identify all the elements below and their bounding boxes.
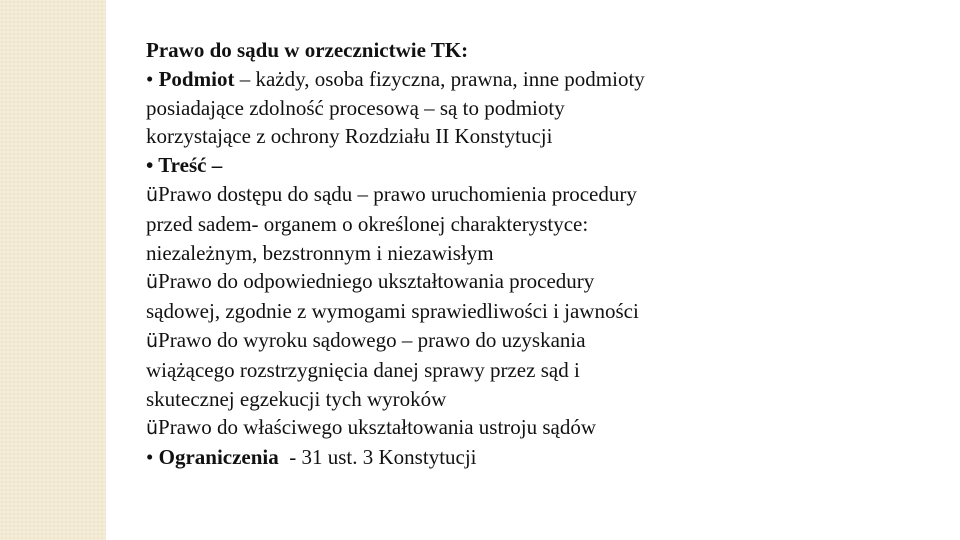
check-item-procedure: [146, 267, 926, 297]
podmiot-text: – każdy, osoba fizyczna, prawna, inne podmioty: [234, 66, 645, 91]
check-item-text-line-3: niezależnym, bezstronnym i niezawisłym: [146, 240, 494, 265]
bullet-tresc: [146, 151, 926, 180]
slide-heading: Prawo do sądu w orzecznictwie TK:: [146, 38, 469, 62]
bullet-glyph: •: [146, 445, 159, 470]
check-item-text-line-2: przed sadem- organem o określonej charakterystyce:: [146, 211, 589, 236]
check-item-court-system: [146, 413, 926, 443]
ograniczenia-text: - 31 ust. 3 Konstytucji: [278, 445, 477, 470]
check-item-text-line-3: skutecznej egzekucji tych wyroków: [146, 386, 447, 411]
check-item-text: Prawo dostępu do sądu – prawo uruchomienia procedury: [158, 181, 637, 206]
checkmark-icon: ü: [146, 183, 159, 206]
decorative-side-band: [0, 0, 106, 540]
check-item-text: Prawo do właściwego ukształtowania ustroju sądów: [158, 415, 597, 440]
check-item-text-line-2: sądowej, zgodnie z wymogami sprawiedliwości i jawności: [146, 299, 639, 324]
check-item-access: [146, 180, 926, 210]
bullet-podmiot: [146, 65, 926, 94]
podmiot-label: Podmiot: [158, 66, 235, 91]
check-item-text: Prawo do odpowiedniego ukształtowania procedury: [158, 269, 595, 294]
podmiot-text-line-2: posiadające zdolność procesową – są to podmioty: [146, 95, 565, 120]
checkmark-icon: ü: [146, 271, 159, 294]
tresc-label: Treść –: [158, 153, 223, 178]
check-item-text: Prawo do wyroku sądowego – prawo do uzyskania: [158, 327, 586, 352]
bullet-glyph: •: [146, 66, 159, 91]
podmiot-text-line-3: korzystające z ochrony Rozdziału II Konstytucji: [146, 124, 553, 149]
checkmark-icon: ü: [146, 329, 159, 352]
checkmark-icon: ü: [146, 417, 159, 440]
check-item-text-line-2: wiążącego rozstrzygnięcia danej sprawy przez sąd i: [146, 357, 580, 382]
bullet-glyph: •: [146, 153, 159, 178]
check-item-judgment: [146, 326, 926, 356]
slide-text-body: [146, 36, 926, 472]
ograniczenia-label: Ograniczenia: [158, 445, 279, 470]
bullet-ograniczenia: [146, 443, 926, 472]
